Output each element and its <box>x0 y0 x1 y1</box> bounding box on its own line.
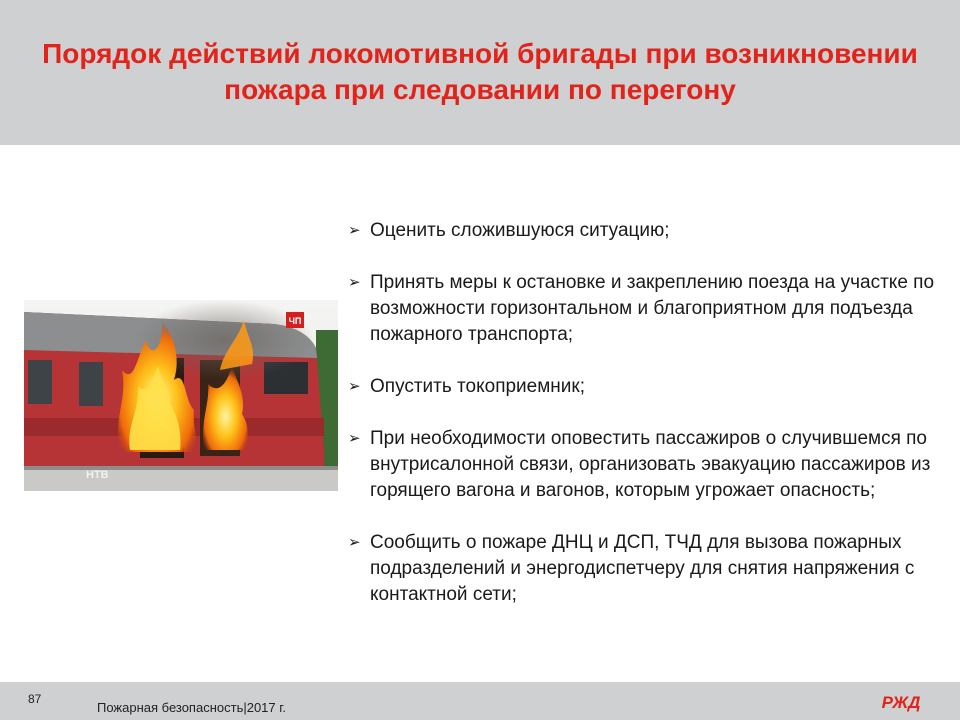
arrow-bullet-icon: ➢ <box>348 222 361 239</box>
arrow-bullet-icon: ➢ <box>348 534 361 551</box>
list-item-text: Принять меры к остановке и закреплению поезда на участке по возможности горизонтальном и благоприятном для подъезда пожарного транспорта; <box>370 272 935 345</box>
action-list <box>348 218 948 634</box>
list-item-text: Опустить токоприемник; <box>370 376 585 397</box>
list-item <box>348 530 948 608</box>
channel-badge: ЧП <box>288 316 302 326</box>
list-item <box>348 270 948 348</box>
list-item-text: При необходимости оповестить пассажиров о случившемся по внутрисалонной связи, организовать эвакуацию пассажиров из горящего вагона и вагонов, которым угрожает опасность; <box>370 428 931 501</box>
burning-train-photo <box>24 300 338 491</box>
list-item-text: Оценить сложившуюся ситуацию; <box>370 220 670 241</box>
footer-band <box>0 682 960 720</box>
header-band <box>0 0 960 145</box>
slide-title: Порядок действий локомотивной бригады при возникновении пожара при следовании по перегону <box>42 38 918 105</box>
footer-text: Пожарная безопасность|2017 г. <box>97 700 287 715</box>
logo-text: РЖД <box>881 693 921 712</box>
list-item <box>348 374 948 400</box>
list-item <box>348 218 948 244</box>
rzd-logo-icon <box>876 690 926 714</box>
page-number: 87 <box>28 692 42 706</box>
arrow-bullet-icon: ➢ <box>348 430 361 447</box>
list-item-text: Сообщить о пожаре ДНЦ и ДСП, ТЧД для вызова пожарных подразделений и энергодиспетчеру для снятия напряжения с контактной сети; <box>370 532 915 605</box>
photo-watermark: НТВ <box>86 469 109 481</box>
arrow-bullet-icon: ➢ <box>348 378 361 395</box>
list-item <box>348 426 948 504</box>
arrow-bullet-icon: ➢ <box>348 274 361 291</box>
